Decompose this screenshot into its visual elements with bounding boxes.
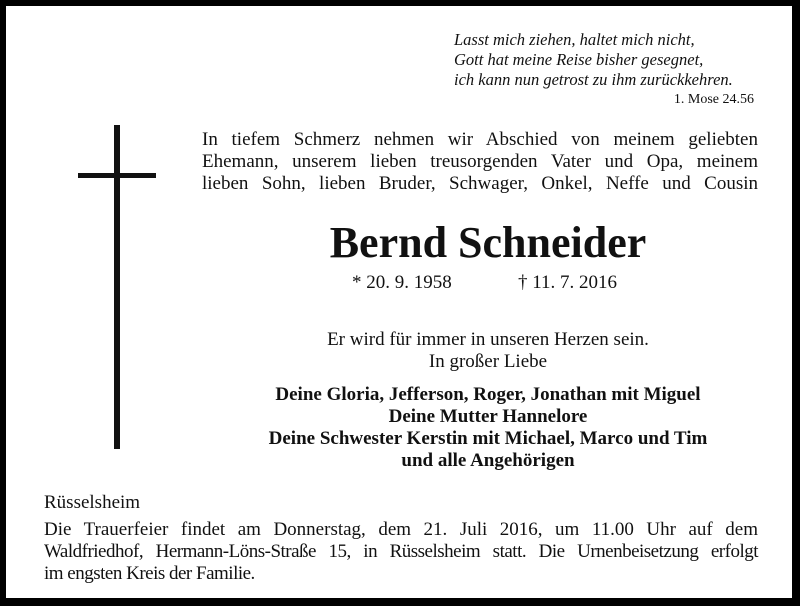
memorial-line: In großer Liebe (428, 351, 548, 372)
quote-reference: 1. Mose 24.56 (673, 92, 754, 107)
quote-line: ich kann nun getrost zu ihm zurückkehren. (454, 70, 733, 89)
birth-date: * 20. 9. 1958 (352, 272, 452, 293)
family-line: und alle Angehörigen (401, 450, 575, 471)
memorial-line: Er wird für immer in unseren Herzen sein. (327, 329, 649, 350)
deceased-name: Bernd Schneider (329, 218, 647, 267)
funeral-line: Waldfriedhof, Hermann-Löns-Straße 15, in Rüsselsheim statt. Die Urnenbeisetzung erfolgt (44, 541, 758, 562)
intro-text (202, 129, 758, 195)
family-line: Deine Gloria, Jefferson, Roger, Jonathan mit Miguel (275, 384, 701, 405)
funeral-info (44, 519, 758, 585)
cross-icon-bar (78, 173, 156, 178)
funeral-line: im engsten Kreis der Familie. (44, 563, 255, 584)
funeral-line: Die Trauerfeier findet am Donnerstag, dem 21. Juli 2016, um 11.00 Uhr auf dem (44, 519, 758, 540)
death-date: † 11. 7. 2016 (518, 272, 618, 293)
quote-line: Lasst mich ziehen, haltet mich nicht, (454, 30, 695, 49)
intro-line: lieben Sohn, lieben Bruder, Schwager, Onkel, Neffe und Cousin (202, 173, 758, 194)
bible-quote (454, 30, 733, 90)
quote-line: Gott hat meine Reise bisher gesegnet, (454, 50, 704, 69)
memorial-text (202, 329, 774, 373)
intro-line: Ehemann, unserem lieben treusorgenden Vater und Opa, meinem (202, 151, 758, 172)
place: Rüsselsheim (44, 492, 141, 513)
family-line: Deine Mutter Hannelore (388, 406, 588, 427)
family-list (202, 384, 774, 472)
family-line: Deine Schwester Kerstin mit Michael, Marco und Tim (268, 428, 708, 449)
intro-line: In tiefem Schmerz nehmen wir Abschied von meinem geliebten (202, 129, 758, 150)
obituary-page (6, 6, 792, 598)
